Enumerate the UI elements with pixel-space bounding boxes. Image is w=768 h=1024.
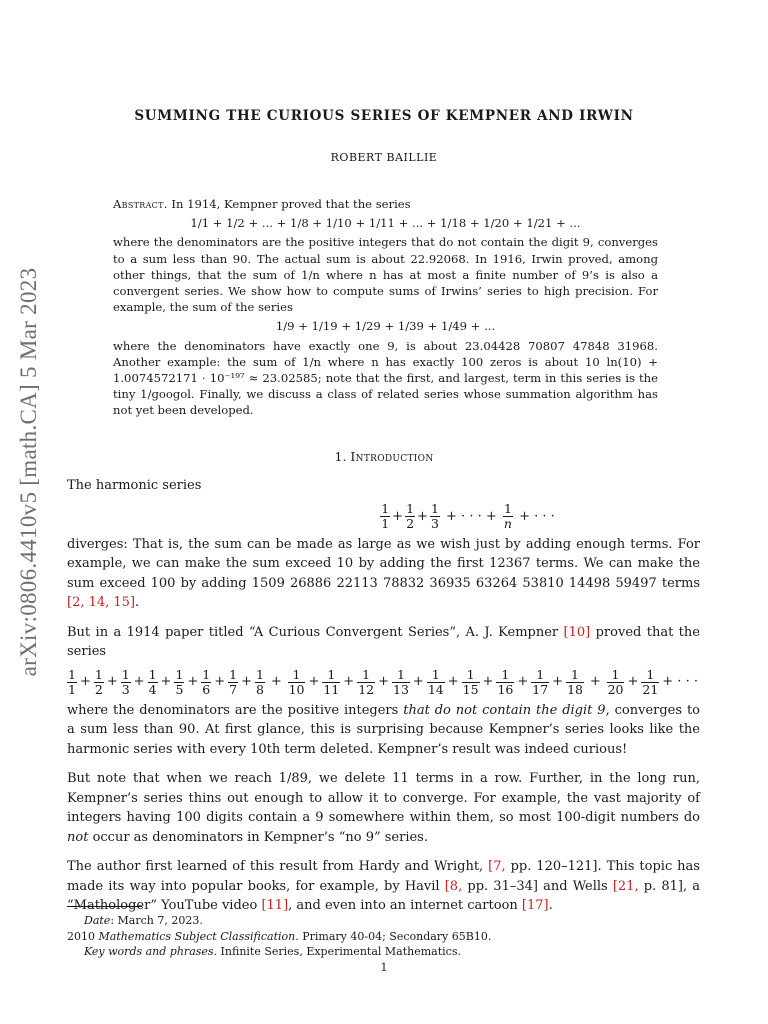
fraction-numerator: 1: [202, 666, 211, 682]
section-number: 1.: [334, 449, 347, 464]
fraction-numerator: 1: [357, 668, 375, 683]
math-operator: +: [241, 674, 253, 690]
paragraph-text: , a “Mathologer” YouTube video: [67, 878, 701, 913]
paragraph-text: , converges to a sum less than 90. At first glance, this is surprising because Kempner’s series looks like the harmonic series with every 10th term deleted. Kempner’s result was indeed curious!: [67, 702, 701, 757]
math-operator: +: [343, 674, 355, 690]
fraction-denominator: 20: [607, 681, 624, 697]
paragraph-history: [67, 857, 700, 916]
abstract-label: Abstract.: [113, 197, 168, 211]
fraction-denominator: 7: [229, 681, 238, 697]
fraction: [148, 668, 158, 697]
footnote-rule: [67, 906, 142, 907]
paragraph-text: This topic has made its way into popular books, for example, by Havil: [67, 859, 700, 894]
fraction: [496, 668, 514, 697]
fraction-numerator: 1: [121, 666, 130, 682]
math-operator: +: [308, 674, 320, 690]
paragraph-no-nine: [67, 701, 700, 760]
math-operator: +: [627, 674, 639, 690]
fraction-denominator: 3: [121, 681, 130, 697]
fraction: [255, 668, 265, 697]
fraction-numerator: 1: [148, 666, 157, 682]
footnote-value: Primary 40-04; Secondary 65B10.: [302, 929, 492, 943]
section-heading: [0, 449, 768, 464]
fraction-numerator: 1: [406, 500, 415, 516]
harmonic-general-term: [503, 502, 513, 531]
footnote-label: Mathematics Subject Classification.: [98, 929, 299, 943]
footnote-date: [84, 913, 694, 929]
fraction: [380, 502, 390, 531]
fraction: [462, 668, 480, 697]
paragraph-text: and Wells: [543, 878, 608, 894]
fraction-numerator: 1: [381, 500, 390, 516]
abstract-lead: In 1914, Kempner proved that the series: [171, 197, 411, 211]
arxiv-identifier: arXiv:0806.4410v5 [math.CA] 5 Mar 2023: [16, 267, 41, 677]
math-operator: +: [79, 674, 91, 690]
footnote-msc: [67, 929, 694, 945]
fraction-denominator: 17: [532, 681, 549, 697]
math-operator: +: [187, 674, 199, 690]
fraction-denominator: n: [503, 515, 512, 531]
citation-pages: p. 81]: [643, 878, 683, 894]
page-number: 1: [380, 961, 388, 974]
emphasis-text: that do not contain the digit 9: [403, 702, 606, 718]
abstract-tail: where the denominators have exactly one 9, is about 23.04428 70807 47848 31968. Another example: the sum of 1/n where n has exactly 100 zeros is about 10 ln(10) + 1.0074572171 · 10⁻¹⁹⁷ ≈ 23.02585; note that the first, and largest, term in this series is the tiny 1/googol. Finally, we discuss a class of related series whose summation algorithm has not yet been developed.: [113, 338, 658, 418]
fraction: [228, 668, 238, 697]
fraction-denominator: 13: [393, 681, 409, 697]
paragraph-text: But in a 1914 paper titled “A Curious Convergent Series”, A. J. Kempner: [67, 624, 559, 640]
abstract-series-2: 1/9 + 1/19 + 1/29 + 1/39 + 1/49 + ...: [275, 319, 496, 334]
fraction-denominator: 2: [406, 515, 415, 531]
fraction-numerator: 1: [229, 666, 238, 682]
fraction-numerator: 1: [566, 668, 584, 683]
fraction-numerator: 1: [503, 500, 512, 516]
fraction-numerator: 1: [531, 668, 549, 683]
harmonic-terms: [380, 500, 440, 531]
fraction-numerator: 1: [496, 668, 514, 683]
fraction-numerator: 1: [288, 668, 306, 683]
fraction-denominator: 1: [68, 681, 76, 697]
fraction-denominator: 18: [567, 681, 583, 697]
math-operator: +: [378, 674, 389, 690]
fraction-denominator: 21: [642, 681, 659, 697]
kempner-series-equation: [67, 668, 700, 697]
fraction-denominator: 4: [148, 681, 157, 697]
citation-link[interactable]: [21,: [612, 878, 639, 894]
fraction-numerator: 1: [175, 666, 184, 682]
abstract: [113, 196, 658, 419]
math-operator: +: [589, 674, 601, 690]
fraction: [531, 668, 549, 697]
paper-author: ROBERT BAILLIE: [330, 151, 438, 164]
paragraph-kempner: [67, 623, 700, 662]
fraction-denominator: 12: [358, 681, 375, 697]
footnote-prefix: 2010: [67, 929, 95, 943]
math-operator: +: [517, 674, 529, 690]
citation-link[interactable]: [17]: [521, 898, 549, 913]
math-operator: +: [214, 674, 226, 690]
fraction-denominator: 5: [175, 681, 184, 697]
fraction-denominator: 8: [256, 681, 264, 697]
fraction-numerator: 1: [607, 668, 625, 683]
paragraph-text: proved that the series: [67, 624, 700, 659]
footnote-label: Date: [84, 914, 111, 927]
fraction: [322, 668, 340, 697]
fraction: [427, 668, 445, 697]
fraction: [94, 668, 104, 697]
harmonic-intro: The harmonic series: [67, 478, 202, 493]
fraction: [174, 668, 184, 697]
abstract-intro: [113, 196, 658, 212]
math-operator: +: [482, 674, 494, 690]
math-operator: +: [160, 674, 172, 690]
series-term-group: [288, 668, 584, 697]
paragraph-text: diverges: That is, the sum can be made as large as we wish just by adding enough terms. For example, we can make the sum exceed 10 by adding the first 12367 terms. We can make the sum exceed 100 by adding 1509 26886 22113 78832 36935 63264 53810 14498 59497 terms: [67, 536, 700, 591]
footnote-value: : March 7, 2023.: [110, 914, 203, 927]
paragraph-text: occur as denominators in Kempner’s “no 9” series.: [92, 829, 428, 845]
math-operator: +: [270, 674, 282, 690]
harmonic-series-equation: [237, 502, 700, 531]
math-operator: +: [392, 508, 404, 524]
emphasis-text: not: [67, 829, 89, 845]
paragraph-text: , and even into an internet cartoon: [288, 898, 518, 913]
fraction: [641, 668, 659, 697]
footnote-keywords: [84, 944, 694, 960]
fraction-numerator: 1: [256, 666, 264, 682]
punctuation: .: [548, 898, 553, 913]
fraction-denominator: 10: [288, 681, 305, 697]
fraction-denominator: 16: [497, 681, 514, 697]
footnote-label: Key words and phrases.: [84, 945, 218, 958]
fraction: [392, 668, 410, 697]
fraction: [405, 502, 415, 531]
fraction-denominator: 11: [323, 681, 340, 697]
fraction-numerator: 1: [430, 500, 439, 516]
fraction-denominator: 1: [381, 515, 390, 531]
math-operator: +: [106, 674, 118, 690]
footnote-value: Infinite Series, Experimental Mathematics.: [220, 945, 461, 958]
abstract-series-1: 1/1 + 1/2 + ... + 1/8 + 1/10 + 1/11 + ... + 1/18 + 1/20 + 1/21 + ...: [190, 216, 581, 231]
citation-link[interactable]: [7,: [488, 859, 506, 874]
fraction-denominator: 14: [427, 681, 444, 697]
citation-link[interactable]: [10]: [563, 624, 591, 640]
fraction: [607, 668, 625, 697]
citation-pages: pp. 31–34]: [467, 878, 538, 894]
series-term-group: [607, 668, 700, 697]
fraction: [288, 668, 306, 697]
math-operator: +: [447, 674, 459, 690]
citation-link[interactable]: [11]: [261, 898, 289, 913]
fraction-numerator: 1: [462, 668, 480, 683]
fraction-denominator: 15: [462, 681, 479, 697]
fraction: [566, 668, 584, 697]
fraction: [67, 668, 77, 697]
fraction-numerator: 1: [392, 668, 410, 683]
fraction-numerator: 1: [641, 668, 659, 683]
footnotes: [67, 913, 694, 960]
fraction-numerator: 1: [68, 666, 76, 682]
fraction-denominator: 6: [202, 681, 211, 697]
paragraph-text: where the denominators are the positive integers: [67, 702, 399, 718]
fraction-denominator: 3: [430, 515, 439, 531]
paragraph-text: The author first learned of this result from Hardy and Wright,: [67, 859, 484, 874]
fraction: [357, 668, 375, 697]
citation-pages: pp. 120–121].: [510, 859, 602, 874]
fraction-numerator: 1: [427, 668, 445, 683]
fraction-numerator: 1: [322, 668, 340, 683]
series-term-group: [67, 668, 265, 697]
citation-link[interactable]: [2, 14, 15]: [67, 595, 136, 610]
harmonic-tail: + · · ·: [519, 508, 555, 524]
math-operator: +: [133, 674, 145, 690]
paragraph-thinning: [67, 769, 700, 847]
body-text: [67, 476, 700, 916]
math-operator: +: [412, 674, 424, 690]
paper-title: SUMMING THE CURIOUS SERIES OF KEMPNER AND IRWIN: [134, 108, 634, 124]
section-title: Introduction: [350, 449, 434, 464]
math-operator: +: [417, 508, 428, 524]
abstract-mid: where the denominators are the positive integers that do not contain the digit 9, converges to a sum less than 90. The actual sum is about 22.92068. In 1916, Irwin proved, among other things, that the sum of 1/n where n has at most a finite number of 9’s is also a convergent series. We show how to compute sums of Irwins’ series to high precision. For example, the sum of the series: [113, 235, 658, 315]
harmonic-ellipsis: + · · · +: [446, 508, 497, 524]
fraction: [201, 668, 211, 697]
punctuation: .: [135, 595, 140, 610]
citation-link[interactable]: [8,: [444, 878, 463, 894]
math-operator: + · · ·: [662, 674, 698, 690]
fraction: [121, 668, 131, 697]
paragraph-divergence: [67, 535, 700, 613]
fraction: [430, 502, 440, 531]
paragraph-text: But note that when we reach 1/89, we delete 11 terms in a row. Further, in the long run, Kempner’s series thins out enough to allow it to converge. For example, the vast majority of integers having 100 digits contain a 9 somewhere within them, so most 100-digit numbers do: [67, 771, 700, 825]
fraction-numerator: 1: [94, 666, 103, 682]
math-operator: +: [552, 674, 564, 690]
fraction-denominator: 2: [94, 681, 103, 697]
